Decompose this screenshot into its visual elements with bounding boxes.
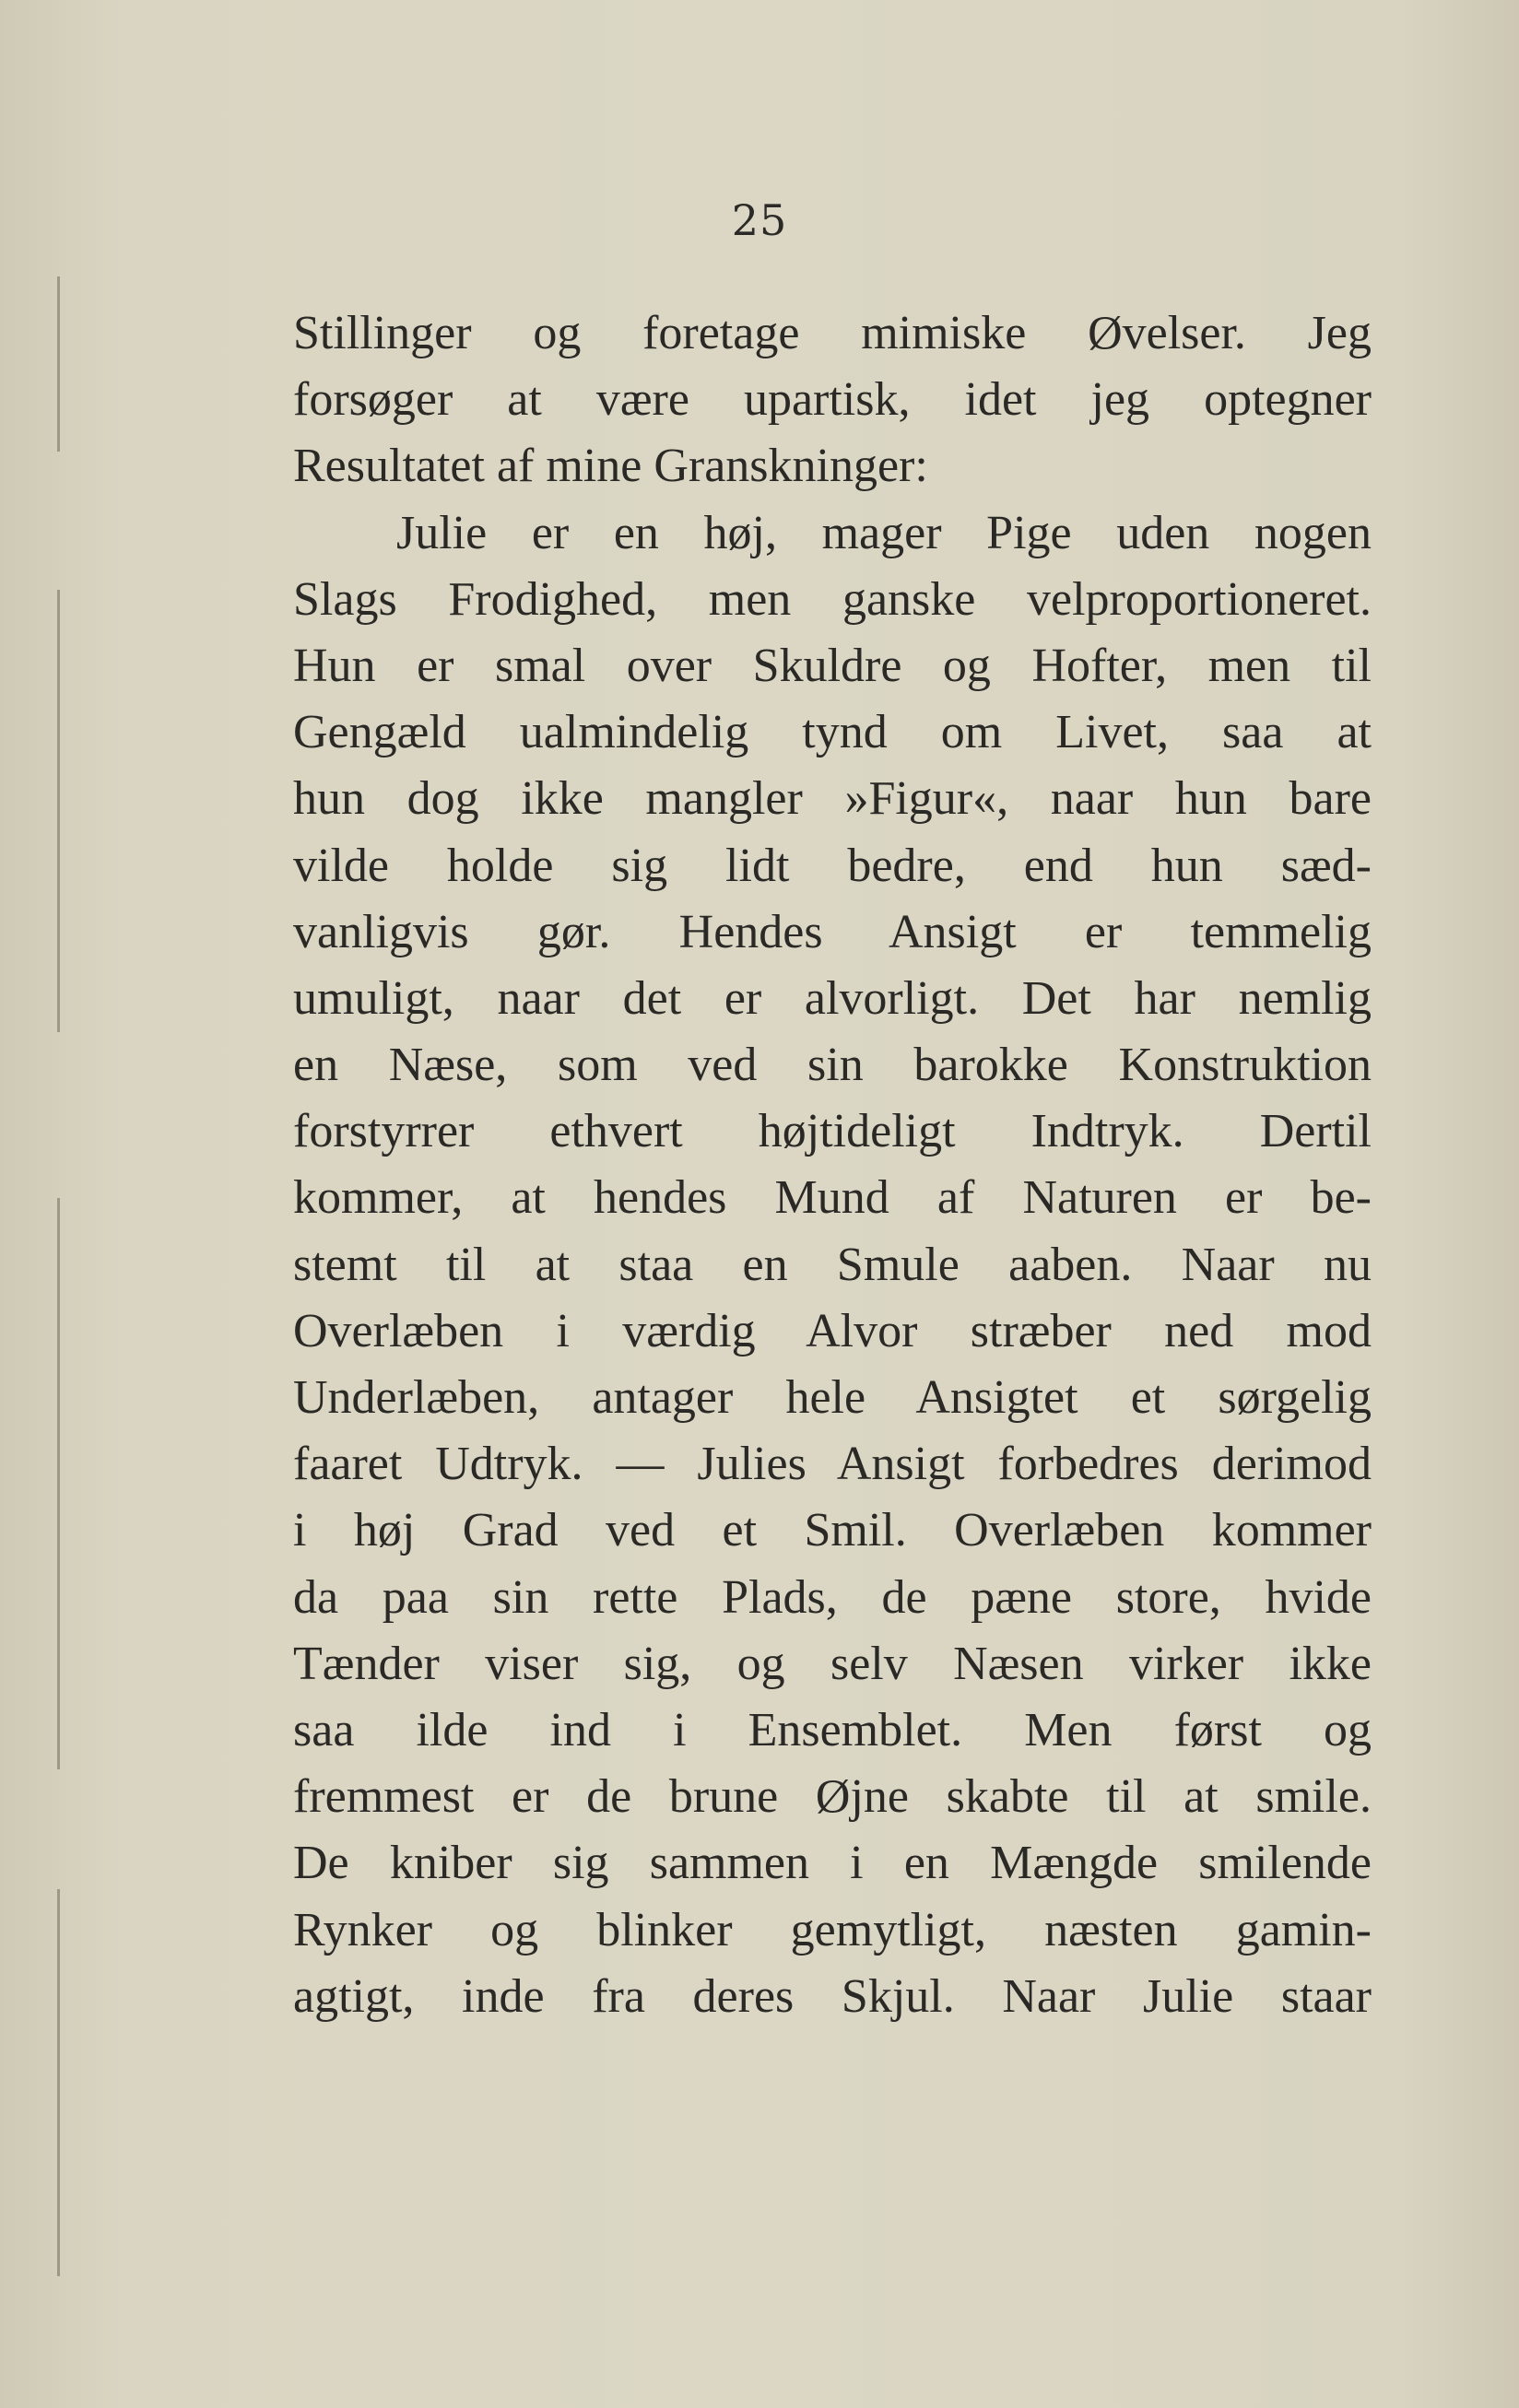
text-line: forstyrrer ethvert højtideligt Indtryk. Dertil: [293, 1105, 1372, 1158]
text-line: Stillinger og foretage mimiske Øvelser. Jeg: [293, 307, 1372, 359]
body-text: [293, 300, 1372, 2030]
text-line: stemt til at staa en Smule aaben. Naar nu: [293, 1238, 1372, 1291]
text-line: Hun er smal over Skuldre og Hofter, men til: [293, 639, 1372, 692]
binding-mark: [57, 276, 60, 452]
text-line: agtigt, inde fra deres Skjul. Naar Julie staar: [293, 1969, 1372, 2023]
text-line: saa ilde ind i Ensemblet. Men først og: [293, 1703, 1372, 1756]
text-line: Underlæben, antager hele Ansigtet et sørgelig: [293, 1371, 1372, 1424]
binding-mark: [57, 1198, 60, 1769]
text-line: Overlæben i værdig Alvor stræber ned mod: [293, 1304, 1372, 1357]
text-line: Julie er en høj, mager Pige uden nogen: [396, 506, 1372, 559]
text-line: Resultatet af mine Granskninger:: [293, 440, 928, 493]
text-line: vanligvis gør. Hendes Ansigt er temmelig: [293, 905, 1372, 958]
text-line: faaret Udtryk. — Julies Ansigt forbedres derimod: [293, 1438, 1372, 1491]
text-line: i høj Grad ved et Smil. Overlæben kommer: [293, 1504, 1372, 1557]
text-line: Slags Frodighed, men ganske velproportioneret.: [293, 572, 1372, 626]
text-line: en Næse, som ved sin barokke Konstruktion: [293, 1039, 1372, 1092]
text-line: fremmest er de brune Øjne skabte til at smile.: [293, 1770, 1372, 1824]
page-number: 25: [731, 195, 788, 245]
text-line: forsøger at være upartisk, idet jeg optegner: [293, 373, 1372, 427]
text-line: Gengæld ualmindelig tynd om Livet, saa at: [293, 706, 1372, 759]
text-line: hun dog ikke mangler »Figur«, naar hun bare: [293, 772, 1372, 826]
text-line: Rynker og blinker gemytligt, næsten gamin-: [293, 1903, 1372, 1956]
text-line: da paa sin rette Plads, de pæne store, hvide: [293, 1570, 1372, 1624]
text-line: De kniber sig sammen i en Mængde smilende: [293, 1837, 1372, 1890]
text-line: kommer, at hendes Mund af Naturen er be-: [293, 1171, 1372, 1225]
text-line: Tænder viser sig, og selv Næsen virker ikke: [293, 1637, 1372, 1690]
text-line: vilde holde sig lidt bedre, end hun sæd-: [293, 839, 1372, 892]
binding-mark: [57, 590, 60, 1032]
text-line: umuligt, naar det er alvorligt. Det har nemlig: [293, 971, 1372, 1025]
binding-mark: [57, 1889, 60, 2276]
